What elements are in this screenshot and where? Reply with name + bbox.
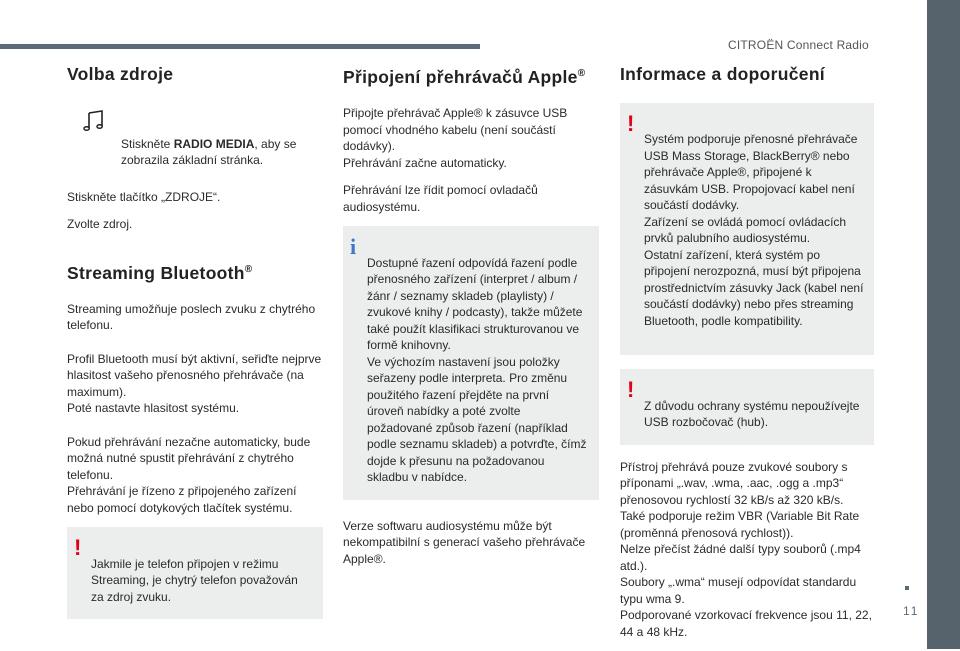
warning-text: Jakmile je telefon připojen v režimu Streaming, je chytrý telefon považován za zdroj zvuku. (91, 556, 298, 604)
paragraph-select-source: Zvolte zdroj. (67, 217, 133, 231)
heading-source-selection: Volba zdroje (67, 64, 174, 84)
warning-text: Z důvodu ochrany systému nepoužívejte USB rozbočovač (hub). (644, 398, 860, 429)
paragraph-control-playback: Přehrávání lze řídit pomocí ovladačů audiosystému. (343, 183, 538, 214)
column-apple-players (343, 60, 599, 578)
warning-box-usb-hub (620, 369, 874, 445)
heading-apple-players: Připojení přehrávačů Apple® (343, 66, 586, 87)
page-dot (905, 586, 909, 590)
header-title: CITROËN Connect Radio (728, 38, 869, 52)
page-number: 11 (903, 604, 920, 618)
paragraph-press-sources: Stiskněte tlačítko „ZDROJE“. (67, 189, 221, 204)
info-box-sorting (343, 226, 599, 500)
warning-icon: ! (627, 377, 635, 402)
paragraph-software-compat: Verze softwaru audiosystému může být nekompatibilní s generací vašeho přehrávače Apple®. (343, 518, 586, 566)
heading-info-recommendations: Informace a doporučení (620, 64, 825, 84)
warning-icon: ! (74, 535, 82, 561)
warning-box-streaming (67, 527, 323, 619)
heading-bluetooth-streaming: Streaming Bluetooth® (67, 262, 253, 283)
side-strip (927, 0, 960, 649)
radio-media-step (67, 103, 323, 169)
warning-box-supported-devices (620, 103, 874, 356)
step-prefix: Stiskněte (121, 136, 174, 151)
header-rule (0, 44, 480, 49)
info-icon: i (350, 234, 357, 260)
paragraph-file-formats: Přístroj přehrává pouze zvukové soubory s příponami „.wav, .wma, .aac, .ogg a .mp3“ přenosovou rychlostí 32 kB/s až 320 kB/s. Také podporuje režim VBR (Variable Bit Rate (proměnná přenosová rychlost)). Nelze přečíst žádné další typy souborů (.mp4 atd.). Soubory „.wma“ musejí odpovídat standardu typu wma 9. Podporované vzorkovací frekvence jsou 11, 22, 44 a 48 kHz. (620, 459, 872, 639)
warning-icon: ! (627, 110, 635, 136)
music-note-icon (82, 109, 106, 133)
paragraph-bluetooth-profile: Profil Bluetooth musí být aktivní, seřiďte nejprve hlasitost vašeho přenosného přehrávače (na maximum). Poté nastavte hlasitost systému. (67, 351, 322, 416)
radio-media-label: RADIO MEDIA (173, 136, 255, 151)
paragraph-connect-apple: Připojte přehrávač Apple® k zásuvce USB pomocí vhodného kabelu (není součástí dodávky). Přehrávání začne automaticky. (343, 106, 568, 170)
step-suffix: , aby se zobrazila základní stránka. (121, 136, 297, 167)
paragraph-streaming-intro: Streaming umožňuje poslech zvuku z chytrého telefonu. (67, 301, 316, 333)
info-text: Dostupné řazení odpovídá řazení podle přenosného zařízení (interpret / album / žánr / seznamy skladeb (playlisty) / zvukové knihy / podcasty), takže můžete také použít klasifikaci strukturovanou ve formě knihovny. Ve výchozím nastavení jsou položky seřazeny podle interpreta. Pro změnu použitého řazení přejděte na první úroveň nabídky a poté zvolte požadované způsob řazení (například podle seznamu skladeb) a potvrďte, čímž dojde k přesunu na požadovanou skladbu v nabídce. (367, 255, 587, 485)
paragraph-playback-start: Pokud přehrávání nezačne automaticky, bude možná nutné spustit přehrávání z chytrého telefonu. Přehrávání je řízeno z připojeného zařízení nebo pomocí dotykových tlačítek systému. (67, 434, 311, 515)
warning-text: Systém podporuje přenosné přehrávače USB Mass Storage, BlackBerry® nebo přehrávače Apple®, připojené k zásuvkám USB. Propojovací kabel není součástí dodávky. Zařízení se ovládá pomocí ovládacích prvků palubního audiosystému. Ostatní zařízení, která systém po připojení nerozpozná, musí být připojena prostřednictvím zásuvky Jack (kabel není součástí dodávky) nebo přes streaming Bluetooth, podle kompatibility. (644, 132, 864, 328)
column-source-selection (67, 60, 323, 633)
column-info-recommendations (620, 60, 874, 651)
